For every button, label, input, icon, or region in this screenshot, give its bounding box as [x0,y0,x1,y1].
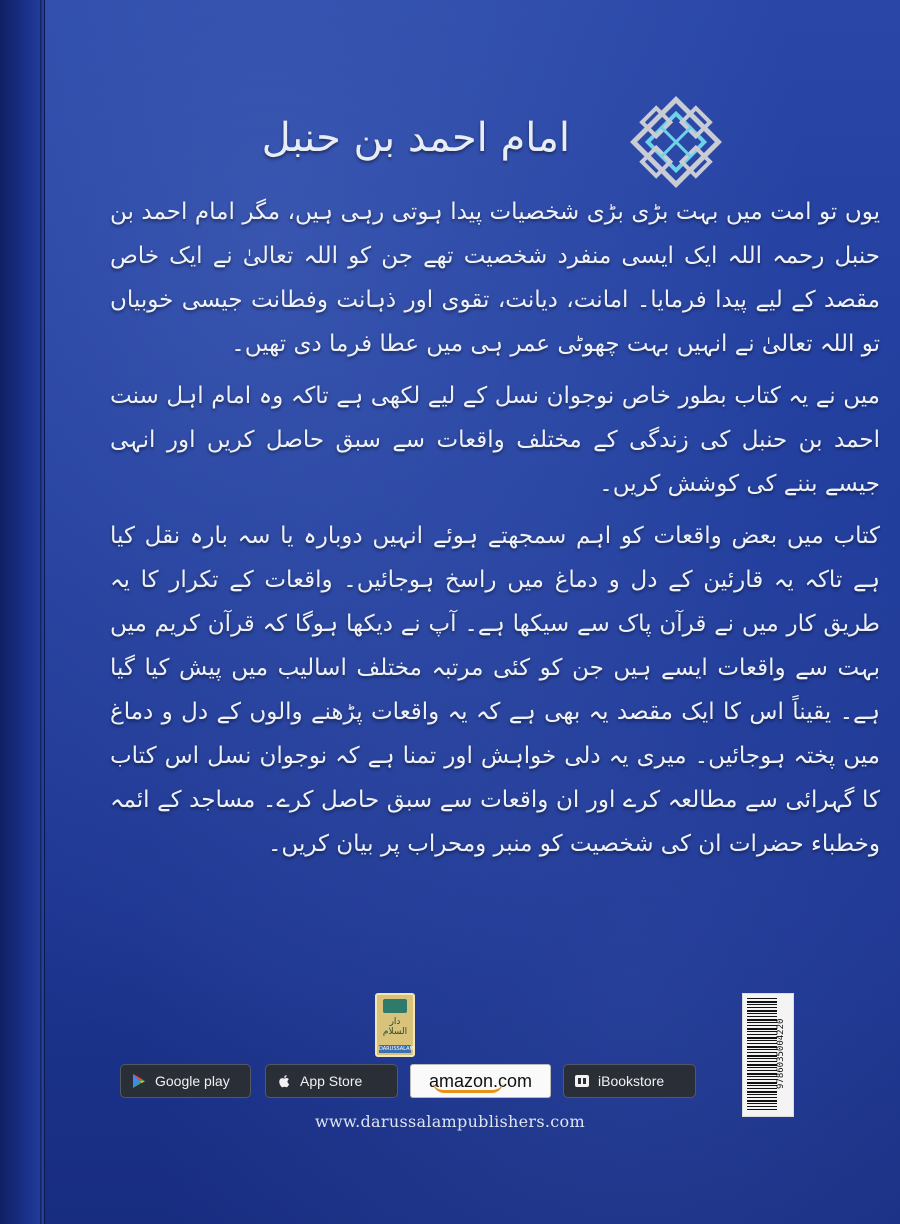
publisher-website[interactable]: www.darussalampublishers.com [315,1112,585,1131]
google-play-badge[interactable] [120,1064,251,1098]
amazon-badge[interactable] [410,1064,551,1098]
publisher-logo-caption: DARUSSALAM [379,1046,414,1052]
book-spine [0,0,45,1224]
publisher-logo [375,993,415,1057]
apple-icon [276,1073,292,1089]
blurb-paragraph: یوں تو امت میں بہت بڑی بڑی شخصیات پیدا ہوتی رہی ہیں، مگر امام احمد بن حنبل رحمہ اللہ ایک ایسی منفرد شخصیت تھے جن کو اللہ تعالیٰ نے ایک خاص مقصد کے لیے پیدا فرمایا۔ امانت، دیانت، تقوی اور ذہانت وفطانت جیسی خوبیاں تو اللہ تعالیٰ نے انہیں بہت چھوٹی عمر ہی میں عطا فرما دی تھیں۔ [110,199,880,357]
amazon-smile-icon [433,1082,503,1093]
google-play-icon [131,1073,147,1089]
isbn-number: 9786035004220 [776,1018,786,1090]
ibookstore-badge[interactable] [563,1064,696,1098]
ibooks-icon [574,1073,590,1089]
google-play-label: Google play [155,1073,230,1089]
blurb-paragraph: میں نے یہ کتاب بطور خاص نوجوان نسل کے لیے لکھی ہے تاکہ وہ امام اہل سنت احمد بن حنبل کی زندگی کے مختلف واقعات سے سبق حاصل کریں اور انہی جیسے بننے کی کوشش کریں۔ [110,383,880,497]
blurb-paragraph: کتاب میں بعض واقعات کو اہم سمجھتے ہوئے انہیں دوبارہ یا سہ بارہ نقل کیا ہے تاکہ یہ قارئین کے دل و دماغ میں راسخ ہوجائیں۔ واقعات کے تکرار کا یہ طریق کار میں نے قرآن پاک سے سیکھا ہے۔ آپ نے دیکھا ہوگا کہ قرآن کریم میں بہت سے واقعات ایسے ہیں جن کو کئی مرتبہ مختلف اسالیب میں پیش کیا گیا ہے۔ یقیناً اس کا ایک مقصد یہ بھی ہے کہ یہ واقعات پڑھنے والوں کے دل و دماغ میں پختہ ہوجائیں۔ میری یہ دلی خواہش اور تمنا ہے کہ نوجوان نسل اس کتاب کا گہرائی سے مطالعہ کرے اور ان واقعات سے سبق حاصل کرے۔ مساجد کے ائمہ وخطباء حضرات ان کی شخصیت کو منبر ومحراب پر بیان کریں۔ [110,523,880,857]
app-store-badge[interactable] [265,1064,398,1098]
publisher-logo-text: دار السلام [382,1017,408,1037]
knot-ornament-icon [620,95,732,190]
amazon-label: amazon.com [428,1070,533,1091]
barcode-bars [747,998,777,1110]
book-title: امام احمد بن حنبل [261,115,570,161]
ibookstore-label: iBookstore [598,1073,665,1089]
publisher-logo-emblem [383,999,407,1013]
app-store-label: App Store [300,1073,363,1089]
isbn-barcode [742,993,794,1117]
blurb-text [110,190,880,874]
spine-groove [40,0,43,1224]
